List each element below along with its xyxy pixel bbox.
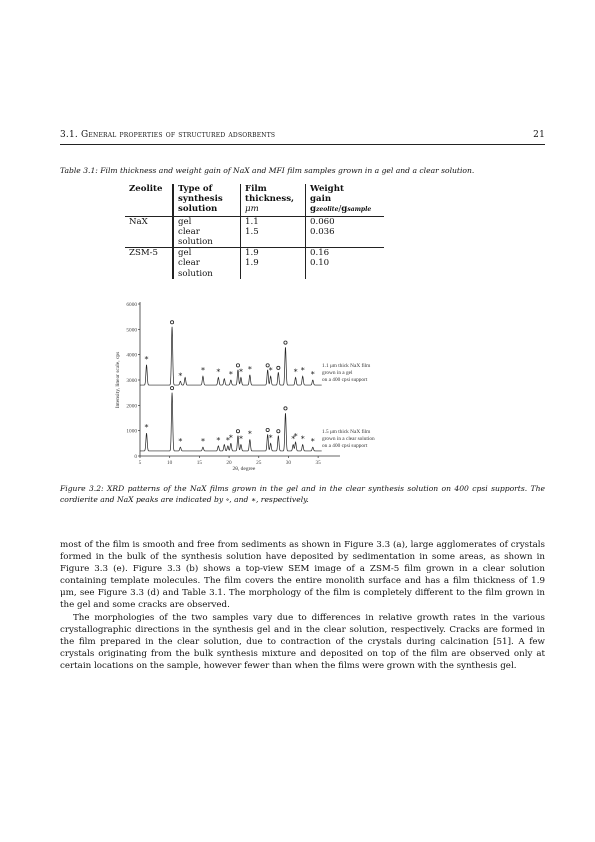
nax-marker: * (268, 366, 273, 376)
table-row: clear solution 1.5 0.036 (125, 227, 384, 248)
nax-marker: * (144, 423, 149, 433)
weight-unit: gzeolite/gsample (310, 204, 372, 215)
y-tick-label: 0 (134, 454, 137, 460)
x-tick-label: 30 (285, 460, 292, 466)
cordierite-marker (266, 428, 269, 431)
x-tick-label: 25 (256, 460, 262, 466)
results-table (125, 184, 384, 279)
nax-marker: * (200, 366, 205, 376)
cordierite-marker (277, 366, 280, 369)
header-thickness: Film thickness, μm (241, 184, 306, 216)
cordierite-marker (170, 387, 173, 390)
series-label: 1.5 μm thick NaX film (322, 428, 371, 435)
table-header-row (125, 184, 384, 216)
nax-marker: * (238, 434, 243, 444)
table-row: clear solution 1.9 0.10 (125, 258, 384, 278)
nax-marker: * (300, 434, 305, 444)
y-tick-label: 2000 (126, 403, 137, 410)
paragraph: The morphologies of the two samples vary due to differences in relative growth rates in the various crystallographic directions in the synthesis gel and in the clear solution, respectively. Cracks are formed in the film prepared in the clear solution, due to contraction of the crystals during calcination [51]. A few crystals originating from the bulk synthesis mixture and deposited on top of the film are observed only at certain locations on the sample, however fewer than when the films were grown with the synthesis gel. (60, 612, 545, 671)
header-zeolite: Zeolite (125, 184, 173, 216)
table-row: ZSM-5 gel 1.9 0.16 (125, 248, 384, 259)
body-text (60, 539, 545, 672)
x-tick-label: 15 (196, 460, 203, 466)
page-number: 21 (533, 130, 545, 140)
nax-marker: * (228, 433, 233, 443)
x-tick-label: 10 (167, 460, 173, 466)
nax-marker: * (238, 367, 243, 377)
header-synthesis: Type of synthesis solution (173, 184, 241, 216)
series-label: grown in a gel (322, 370, 353, 377)
x-tick-label: 35 (315, 460, 321, 466)
nax-marker: * (216, 367, 221, 377)
y-tick-label: 5000 (126, 327, 137, 334)
nax-marker: * (225, 435, 230, 445)
x-tick-label: 5 (138, 460, 142, 466)
running-head (60, 130, 545, 142)
series-label: on a 400 cpsi support (322, 442, 368, 449)
section-title: 3.1. General properties of structured adsorbents (60, 130, 276, 140)
cordierite-marker (170, 321, 173, 324)
y-axis-title: Intensity, linear scale, cps (115, 351, 121, 409)
cordierite-marker (236, 430, 239, 433)
x-axis-title: 2θ, degree (232, 466, 256, 471)
nax-marker: * (293, 367, 298, 377)
y-tick-label: 1000 (126, 428, 137, 435)
series-label: on a 400 cpsi support (322, 377, 368, 384)
header-rule (60, 144, 545, 145)
paragraph: most of the film is smooth and free from sediments as shown in Figure 3.3 (a), large agglomerates of crystals formed in the bulk of the synthesis solution have deposited by sedimentation in some areas, as shown in Figure 3.3 (e). Figure 3.3 (b) shows a top-view SEM image of a ZSM-5 film grown in a clear solution containing template molecules. The film covers the entire monolith surface and has a film thickness of 1.9 μm, see Figure 3.3 (d) and Table 3.1. The morphology of the film is completely different to the film grown in the gel and some cracks are observed. (60, 540, 545, 611)
table-caption: Table 3.1: Film thickness and weight gain of NaX and MFI film samples grown in a gel and a clear solution. (60, 166, 475, 175)
nax-marker: * (216, 435, 221, 445)
nax-marker: * (228, 370, 233, 379)
nax-marker: * (247, 364, 252, 374)
y-tick-label: 4000 (126, 352, 137, 359)
chart-labels (322, 362, 375, 449)
nax-marker: * (144, 354, 149, 364)
header-weight: Weight gain gzeolite/gsample (306, 184, 385, 216)
x-tick-label: 20 (226, 460, 232, 466)
nax-marker: * (200, 437, 205, 447)
cordierite-marker (284, 341, 287, 344)
y-tick-label: 3000 (126, 378, 137, 384)
nax-marker: * (310, 370, 315, 379)
figure-caption: Figure 3.2: XRD patterns of the NaX films grown in the gel and in the clear synthesis solution on 400 cpsi supports. The cordierite and NaX peaks are indicated by ∘, and ∗, respectively. (60, 484, 545, 504)
series-label: grown in a clear solution (322, 435, 375, 442)
nax-marker: * (300, 366, 305, 376)
nax-marker: * (247, 429, 252, 439)
nax-marker: * (268, 433, 273, 443)
xrd-chart (108, 296, 443, 471)
nax-marker: * (310, 437, 315, 447)
cordierite-marker (284, 407, 287, 410)
series-label: 1.1 μm thick NaX film (322, 363, 371, 370)
nax-marker: * (291, 434, 296, 444)
chart-axes (115, 302, 340, 471)
nax-marker: * (293, 432, 298, 442)
nax-marker: * (178, 437, 183, 447)
nax-marker: * (178, 371, 183, 381)
y-tick-label: 6000 (126, 302, 137, 308)
table-row: NaX gel 1.1 0.060 (125, 216, 384, 227)
cordierite-marker (277, 430, 280, 433)
